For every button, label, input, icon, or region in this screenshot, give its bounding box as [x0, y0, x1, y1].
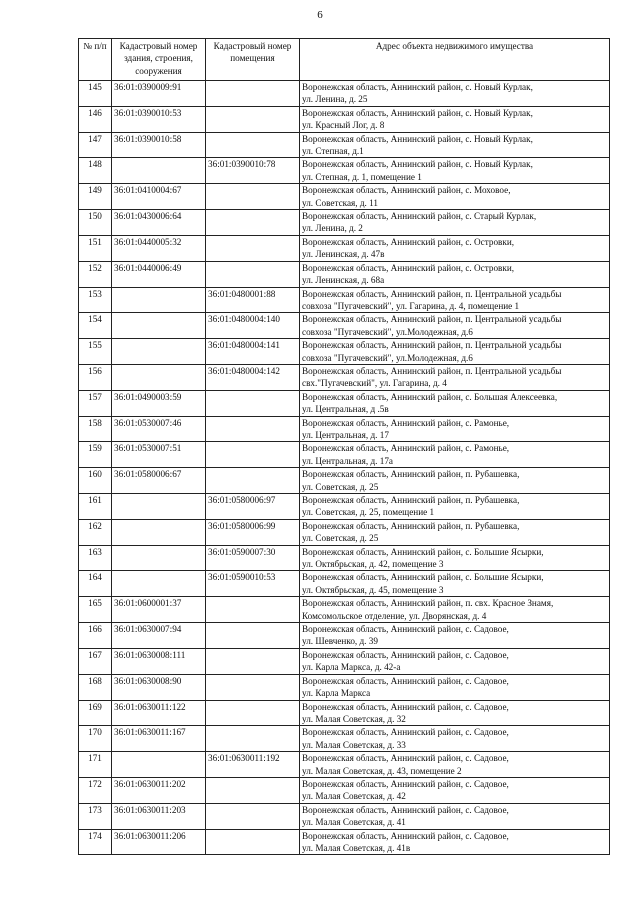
row-number: 159: [79, 442, 112, 468]
table-row: [79, 674, 610, 700]
property-address: [300, 777, 610, 803]
address-line-2: ул. Советская, д. 25: [302, 481, 379, 492]
address-line-2: ул. Малая Советская, д. 42: [302, 791, 406, 802]
building-cadastral-number: 36:01:0440005:32: [112, 235, 206, 261]
address-line-2: свх."Пугачевский", ул. Гагарина, д. 4: [302, 378, 447, 389]
building-cadastral-number: 36:01:0530007:51: [112, 442, 206, 468]
premises-cadastral-number: 36:01:0630011:192: [206, 752, 300, 778]
building-cadastral-number: 36:01:0490003:59: [112, 390, 206, 416]
row-number: 160: [79, 468, 112, 494]
address-line-1: Воронежская область, Аннинский район, с. Большие Ясырки,: [302, 572, 544, 583]
building-cadastral-number: [112, 752, 206, 778]
premises-cadastral-number: 36:01:0480004:140: [206, 313, 300, 339]
property-address: [300, 829, 610, 855]
address-line-2: ул. Центральная, д. 17а: [302, 455, 393, 466]
property-address: [300, 623, 610, 649]
address-line-1: Воронежская область, Аннинский район, с. Рамонье,: [302, 443, 510, 454]
property-address: [300, 674, 610, 700]
premises-cadastral-number: [206, 390, 300, 416]
building-cadastral-number: 36:01:0430006:64: [112, 210, 206, 236]
header-building-cadastral: Кадастровый номер здания, строения, сооружения: [112, 39, 206, 81]
row-number: 168: [79, 674, 112, 700]
address-line-1: Воронежская область, Аннинский район, с. Новый Курлак,: [302, 107, 533, 118]
address-line-1: Воронежская область, Аннинский район, с. Садовое,: [302, 701, 509, 712]
building-cadastral-number: 36:01:0630008:90: [112, 674, 206, 700]
address-line-2: ул. Советская, д. 25: [302, 533, 379, 544]
building-cadastral-number: [112, 545, 206, 571]
table-row: [79, 313, 610, 339]
row-number: 157: [79, 390, 112, 416]
table-row: [79, 339, 610, 365]
property-address: [300, 287, 610, 313]
address-line-2: ул. Октябрьская, д. 42, помещение 3: [302, 559, 444, 570]
table-row: [79, 81, 610, 107]
table-row: [79, 261, 610, 287]
property-address: [300, 184, 610, 210]
address-line-2: ул. Ленина, д. 25: [302, 94, 368, 105]
address-line-2: ул. Степная, д.1: [302, 146, 364, 157]
table-header: [79, 39, 610, 81]
table-row: [79, 364, 610, 390]
premises-cadastral-number: [206, 700, 300, 726]
property-address: [300, 571, 610, 597]
address-line-2: ул. Малая Советская, д. 43, помещение 2: [302, 765, 462, 776]
property-address: [300, 726, 610, 752]
address-line-2: совхоза "Пугачевский", ул. Гагарина, д. 4, помещение 1: [302, 300, 520, 311]
premises-cadastral-number: [206, 648, 300, 674]
premises-cadastral-number: 36:01:0390010:78: [206, 158, 300, 184]
row-number: 149: [79, 184, 112, 210]
row-number: 173: [79, 803, 112, 829]
table-row: [79, 726, 610, 752]
address-line-1: Воронежская область, Аннинский район, с. Садовое,: [302, 830, 509, 841]
premises-cadastral-number: 36:01:0590010:53: [206, 571, 300, 597]
property-address: [300, 106, 610, 132]
premises-cadastral-number: [206, 829, 300, 855]
row-number: 158: [79, 416, 112, 442]
table-row: [79, 158, 610, 184]
row-number: 171: [79, 752, 112, 778]
address-line-1: Воронежская область, Аннинский район, с. Садовое,: [302, 778, 509, 789]
table-body: [79, 81, 610, 855]
premises-cadastral-number: [206, 623, 300, 649]
row-number: 169: [79, 700, 112, 726]
row-number: 162: [79, 519, 112, 545]
table-row: [79, 803, 610, 829]
address-line-1: Воронежская область, Аннинский район, п. Центральной усадьбы: [302, 314, 562, 325]
header-premises-cadastral: Кадастровый номер помещения: [206, 39, 300, 81]
table-row: [79, 132, 610, 158]
table-row: [79, 571, 610, 597]
address-line-2: ул. Карла Маркса, д. 42-а: [302, 662, 401, 673]
property-address: [300, 494, 610, 520]
building-cadastral-number: [112, 313, 206, 339]
row-number: 166: [79, 623, 112, 649]
address-line-1: Воронежская область, Аннинский район, с. Островки,: [302, 262, 515, 273]
address-line-1: Воронежская область, Аннинский район, с. Большая Алексеевка,: [302, 391, 558, 402]
row-number: 153: [79, 287, 112, 313]
row-number: 165: [79, 597, 112, 623]
premises-cadastral-number: [206, 210, 300, 236]
premises-cadastral-number: [206, 106, 300, 132]
property-address: [300, 132, 610, 158]
address-line-2: ул. Малая Советская, д. 41: [302, 817, 406, 828]
address-line-1: Воронежская область, Аннинский район, п. Центральной усадьбы: [302, 365, 562, 376]
table-row: [79, 287, 610, 313]
building-cadastral-number: [112, 287, 206, 313]
address-line-1: Воронежская область, Аннинский район, п. Рубашевка,: [302, 469, 520, 480]
row-number: 150: [79, 210, 112, 236]
address-line-1: Воронежская область, Аннинский район, п. свх. Красное Знамя,: [302, 598, 554, 609]
building-cadastral-number: 36:01:0580006:67: [112, 468, 206, 494]
row-number: 154: [79, 313, 112, 339]
row-number: 170: [79, 726, 112, 752]
address-line-2: ул. Октябрьская, д. 45, помещение 3: [302, 584, 444, 595]
table-row: [79, 545, 610, 571]
property-address: [300, 313, 610, 339]
property-address: [300, 519, 610, 545]
premises-cadastral-number: [206, 674, 300, 700]
row-number: 151: [79, 235, 112, 261]
row-number: 145: [79, 81, 112, 107]
property-address: [300, 700, 610, 726]
address-line-2: совхоза "Пугачевский", ул.Молодежная, д.6: [302, 352, 473, 363]
building-cadastral-number: 36:01:0630011:202: [112, 777, 206, 803]
premises-cadastral-number: [206, 726, 300, 752]
address-line-1: Воронежская область, Аннинский район, с. Старый Курлак,: [302, 211, 537, 222]
table-row: [79, 106, 610, 132]
address-line-1: Воронежская область, Аннинский район, с. Новый Курлак,: [302, 159, 533, 170]
premises-cadastral-number: [206, 468, 300, 494]
table-row: [79, 648, 610, 674]
property-address: [300, 235, 610, 261]
row-number: 148: [79, 158, 112, 184]
address-line-2: ул. Красный Лог, д. 8: [302, 120, 385, 131]
address-line-2: ул. Советская, д. 11: [302, 197, 378, 208]
building-cadastral-number: 36:01:0390009:91: [112, 81, 206, 107]
building-cadastral-number: 36:01:0410004:67: [112, 184, 206, 210]
address-line-1: Воронежская область, Аннинский район, с. Садовое,: [302, 753, 509, 764]
table-row: [79, 752, 610, 778]
premises-cadastral-number: [206, 597, 300, 623]
row-number: 155: [79, 339, 112, 365]
premises-cadastral-number: [206, 416, 300, 442]
building-cadastral-number: 36:01:0390010:58: [112, 132, 206, 158]
row-number: 156: [79, 364, 112, 390]
premises-cadastral-number: 36:01:0590007:30: [206, 545, 300, 571]
table-row: [79, 416, 610, 442]
address-line-1: Воронежская область, Аннинский район, п. Рубашевка,: [302, 520, 520, 531]
building-cadastral-number: 36:01:0630007:94: [112, 623, 206, 649]
table-row: [79, 235, 610, 261]
table-row: [79, 829, 610, 855]
building-cadastral-number: 36:01:0390010:53: [112, 106, 206, 132]
building-cadastral-number: 36:01:0630011:122: [112, 700, 206, 726]
address-line-2: ул. Ленина, д. 2: [302, 223, 363, 234]
table-row: [79, 519, 610, 545]
table-row: [79, 597, 610, 623]
building-cadastral-number: 36:01:0600001:37: [112, 597, 206, 623]
premises-cadastral-number: [206, 81, 300, 107]
premises-cadastral-number: [206, 184, 300, 210]
property-address: [300, 416, 610, 442]
address-line-2: ул. Шевченко, д. 39: [302, 636, 378, 647]
property-address: [300, 752, 610, 778]
building-cadastral-number: [112, 519, 206, 545]
premises-cadastral-number: 36:01:0480004:142: [206, 364, 300, 390]
address-line-1: Воронежская область, Аннинский район, с. Новый Курлак,: [302, 82, 533, 92]
address-line-2: ул. Малая Советская, д. 41в: [302, 842, 411, 853]
address-line-2: ул. Малая Советская, д. 32: [302, 713, 406, 724]
address-line-2: ул. Малая Советская, д. 33: [302, 739, 406, 750]
address-line-2: ул. Степная, д. 1, помещение 1: [302, 171, 422, 182]
premises-cadastral-number: [206, 235, 300, 261]
address-line-1: Воронежская область, Аннинский район, с. Островки,: [302, 236, 515, 247]
building-cadastral-number: 36:01:0630011:203: [112, 803, 206, 829]
premises-cadastral-number: 36:01:0580006:97: [206, 494, 300, 520]
building-cadastral-number: 36:01:0440006:49: [112, 261, 206, 287]
table-row: [79, 468, 610, 494]
row-number: 172: [79, 777, 112, 803]
table-row: [79, 777, 610, 803]
building-cadastral-number: [112, 158, 206, 184]
building-cadastral-number: 36:01:0630008:111: [112, 648, 206, 674]
address-line-2: Комсомольское отделение, ул. Дворянская, д. 4: [302, 610, 487, 621]
building-cadastral-number: 36:01:0630011:167: [112, 726, 206, 752]
address-line-1: Воронежская область, Аннинский район, с. Садовое,: [302, 804, 509, 815]
address-line-1: Воронежская область, Аннинский район, с. Моховое,: [302, 185, 511, 196]
premises-cadastral-number: 36:01:0480001:88: [206, 287, 300, 313]
property-address: [300, 648, 610, 674]
address-line-2: ул. Центральная, д .5в: [302, 404, 389, 415]
header-address: Адрес объекта недвижимого имущества: [300, 39, 610, 81]
table-row: [79, 442, 610, 468]
building-cadastral-number: [112, 494, 206, 520]
table-row: [79, 184, 610, 210]
row-number: 161: [79, 494, 112, 520]
building-cadastral-number: 36:01:0630011:206: [112, 829, 206, 855]
address-line-1: Воронежская область, Аннинский район, п. Рубашевка,: [302, 495, 520, 505]
property-address: [300, 390, 610, 416]
property-address: [300, 803, 610, 829]
building-cadastral-number: [112, 364, 206, 390]
address-line-1: Воронежская область, Аннинский район, с. Садовое,: [302, 727, 509, 738]
property-address: [300, 339, 610, 365]
row-number: 146: [79, 106, 112, 132]
premises-cadastral-number: 36:01:0580006:99: [206, 519, 300, 545]
premises-cadastral-number: [206, 261, 300, 287]
address-line-1: Воронежская область, Аннинский район, с. Садовое,: [302, 624, 509, 635]
premises-cadastral-number: 36:01:0480004:141: [206, 339, 300, 365]
row-number: 163: [79, 545, 112, 571]
address-line-1: Воронежская область, Аннинский район, с. Садовое,: [302, 675, 509, 686]
row-number: 164: [79, 571, 112, 597]
row-number: 167: [79, 648, 112, 674]
address-line-2: ул. Карла Маркса: [302, 688, 371, 699]
property-address: [300, 442, 610, 468]
premises-cadastral-number: [206, 442, 300, 468]
property-address: [300, 158, 610, 184]
property-address: [300, 597, 610, 623]
property-address: [300, 468, 610, 494]
address-line-1: Воронежская область, Аннинский район, с. Садовое,: [302, 649, 509, 660]
address-line-2: ул. Ленинская, д. 68а: [302, 275, 385, 286]
address-line-2: ул. Советская, д. 25, помещение 1: [302, 507, 435, 518]
table-row: [79, 700, 610, 726]
address-line-1: Воронежская область, Аннинский район, с. Большие Ясырки,: [302, 546, 544, 557]
building-cadastral-number: [112, 571, 206, 597]
row-number: 152: [79, 261, 112, 287]
address-line-1: Воронежская область, Аннинский район, с. Новый Курлак,: [302, 133, 533, 144]
premises-cadastral-number: [206, 777, 300, 803]
address-line-1: Воронежская область, Аннинский район, с. Рамонье,: [302, 417, 510, 428]
address-line-1: Воронежская область, Аннинский район, п. Центральной усадьбы: [302, 340, 562, 351]
building-cadastral-number: [112, 339, 206, 365]
property-address: [300, 210, 610, 236]
premises-cadastral-number: [206, 132, 300, 158]
table-row: [79, 623, 610, 649]
property-address: [300, 261, 610, 287]
address-line-2: ул. Ленинская, д. 47в: [302, 249, 385, 260]
address-line-2: совхоза "Пугачевский", ул.Молодежная, д.6: [302, 326, 473, 337]
property-registry-table: [78, 38, 610, 855]
table-row: [79, 494, 610, 520]
header-number: № п/п: [79, 39, 112, 81]
header-row: [79, 39, 610, 81]
table-row: [79, 210, 610, 236]
address-line-1: Воронежская область, Аннинский район, п. Центральной усадьбы: [302, 288, 562, 299]
building-cadastral-number: 36:01:0530007:46: [112, 416, 206, 442]
property-address: [300, 545, 610, 571]
page-number: 6: [317, 9, 323, 21]
property-address: [300, 364, 610, 390]
premises-cadastral-number: [206, 803, 300, 829]
table-row: [79, 390, 610, 416]
address-line-2: ул. Центральная, д. 17: [302, 429, 389, 440]
row-number: 174: [79, 829, 112, 855]
property-address: [300, 81, 610, 107]
row-number: 147: [79, 132, 112, 158]
